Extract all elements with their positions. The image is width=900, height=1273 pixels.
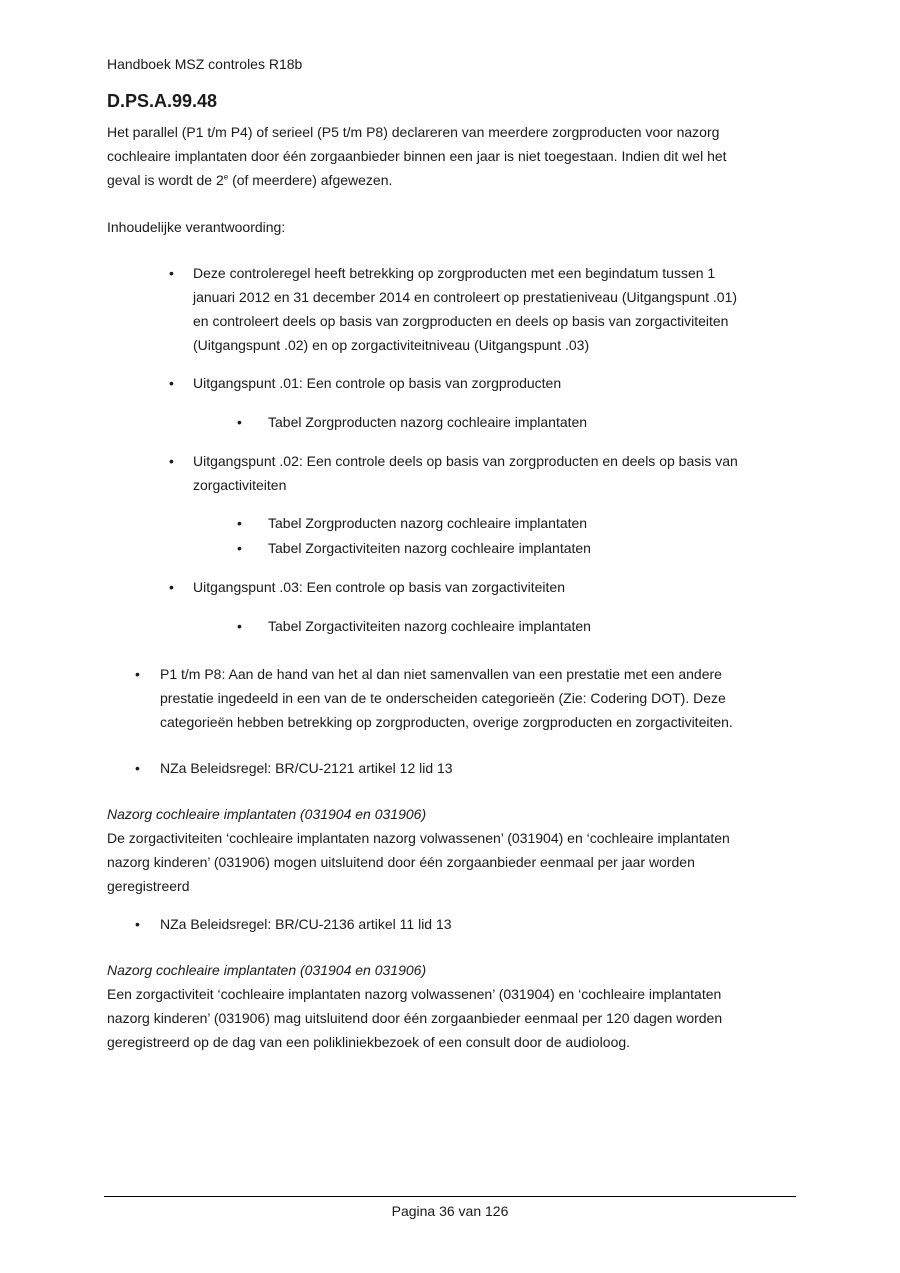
footer-divider: [104, 1196, 796, 1197]
page-content: [107, 52, 807, 1054]
text-line: januari 2012 en 31 december 2014 en controleert op prestatieniveau (Uitgangspunt .01): [193, 289, 738, 305]
bullet-icon: •: [169, 375, 174, 391]
text-line: nazorg kinderen’ (031906) mag uitsluitend door één zorgaanbieder eenmaal per 120 dagen worden: [107, 1010, 723, 1026]
bullet-icon: •: [169, 579, 174, 595]
bullet-icon: •: [169, 265, 174, 281]
text-line: [107, 168, 807, 192]
sub-list-item: [107, 511, 807, 535]
section-2: [107, 958, 807, 1054]
text-line: Uitgangspunt .02: Een controle deels op basis van zorgproducten en deels op basis van: [193, 453, 738, 469]
verantwoording-label: Inhoudelijke verantwoording:: [107, 219, 286, 235]
superscript: e: [223, 172, 229, 182]
section-1: [107, 802, 807, 898]
sub-list-item: [107, 614, 807, 638]
text-line: Tabel Zorgactiviteiten nazorg cochleaire implantaten: [268, 618, 591, 634]
text-line: NZa Beleidsregel: BR/CU-2121 artikel 12 lid 13: [160, 760, 453, 776]
list-item-nza-1: [107, 756, 807, 780]
sub-list-item: [107, 536, 807, 560]
section-heading: Nazorg cochleaire implantaten (031904 en 031906): [107, 806, 427, 822]
section-heading: Nazorg cochleaire implantaten (031904 en 031906): [107, 962, 427, 978]
running-header: Handboek MSZ controles R18b: [107, 56, 303, 72]
text-line: Uitgangspunt .01: Een controle op basis van zorgproducten: [193, 375, 562, 391]
text-line: Tabel Zorgproducten nazorg cochleaire implantaten: [268, 414, 588, 430]
text-line: Het parallel (P1 t/m P4) of serieel (P5 t/m P8) declareren van meerdere zorgproducten voor nazorg: [107, 124, 720, 140]
page-title: D.PS.A.99.48: [107, 91, 218, 111]
text-line: Een zorgactiviteit ‘cochleaire implantaten nazorg volwassenen’ (031904) en ‘cochleaire implantaten: [107, 986, 722, 1002]
text-line: Deze controleregel heeft betrekking op zorgproducten met een begindatum tussen 1: [193, 265, 716, 281]
text-line: prestatie ingedeeld in een van de te onderscheiden categorieën (Zie: Codering DOT). Deze: [160, 690, 726, 706]
text-line: geregistreerd op de dag van een polikliniekbezoek of een consult door de audioloog.: [107, 1034, 631, 1050]
text: geval is wordt de 2: [107, 172, 224, 188]
list-item-nza-2: [107, 912, 807, 936]
page-number: Pagina 36 van 126: [391, 1203, 509, 1219]
bullet-icon: •: [169, 453, 174, 469]
bullet-icon: •: [237, 618, 242, 634]
text-line: nazorg kinderen’ (031906) mogen uitsluitend door één zorgaanbieder eenmaal per jaar worden: [107, 854, 695, 870]
bullet-icon: •: [135, 916, 140, 932]
text-line: Tabel Zorgactiviteiten nazorg cochleaire implantaten: [268, 540, 591, 556]
text-line: De zorgactiviteiten ‘cochleaire implantaten nazorg volwassenen’ (031904) en ‘cochleaire implantaten: [107, 830, 730, 846]
text-line: geregistreerd: [107, 878, 190, 894]
text-line: en controleert deels op basis van zorgproducten en deels op basis van zorgactiviteiten: [193, 313, 729, 329]
text-line: NZa Beleidsregel: BR/CU-2136 artikel 11 lid 13: [160, 916, 452, 932]
text-line: Uitgangspunt .03: Een controle op basis van zorgactiviteiten: [193, 579, 566, 595]
bullet-icon: •: [237, 414, 242, 430]
list-item: [107, 261, 807, 357]
list-item: [107, 449, 807, 497]
text-line: Tabel Zorgproducten nazorg cochleaire implantaten: [268, 515, 588, 531]
text-line: zorgactiviteiten: [193, 477, 287, 493]
text-line: P1 t/m P8: Aan de hand van het al dan niet samenvallen van een prestatie met een andere: [160, 666, 722, 682]
sub-list-item: [107, 410, 807, 434]
list-item: [107, 575, 807, 599]
text-line: categorieën hebben betrekking op zorgproducten, overige zorgproducten en zorgactiviteiten.: [160, 714, 733, 730]
list-item-p1-p8: [107, 662, 807, 734]
intro-paragraph: [107, 120, 807, 192]
bullet-icon: •: [135, 760, 140, 776]
bullet-icon: •: [237, 540, 242, 556]
text-line: cochleaire implantaten door één zorgaanbieder binnen een jaar is niet toegestaan. Indien dit wel het: [107, 148, 727, 164]
bullet-icon: •: [237, 515, 242, 531]
bullet-icon: •: [135, 666, 140, 682]
text-line: (Uitgangspunt .02) en op zorgactiviteitniveau (Uitgangspunt .03): [193, 337, 590, 353]
text: (of meerdere) afgewezen.: [228, 172, 393, 188]
list-item: [107, 371, 807, 395]
